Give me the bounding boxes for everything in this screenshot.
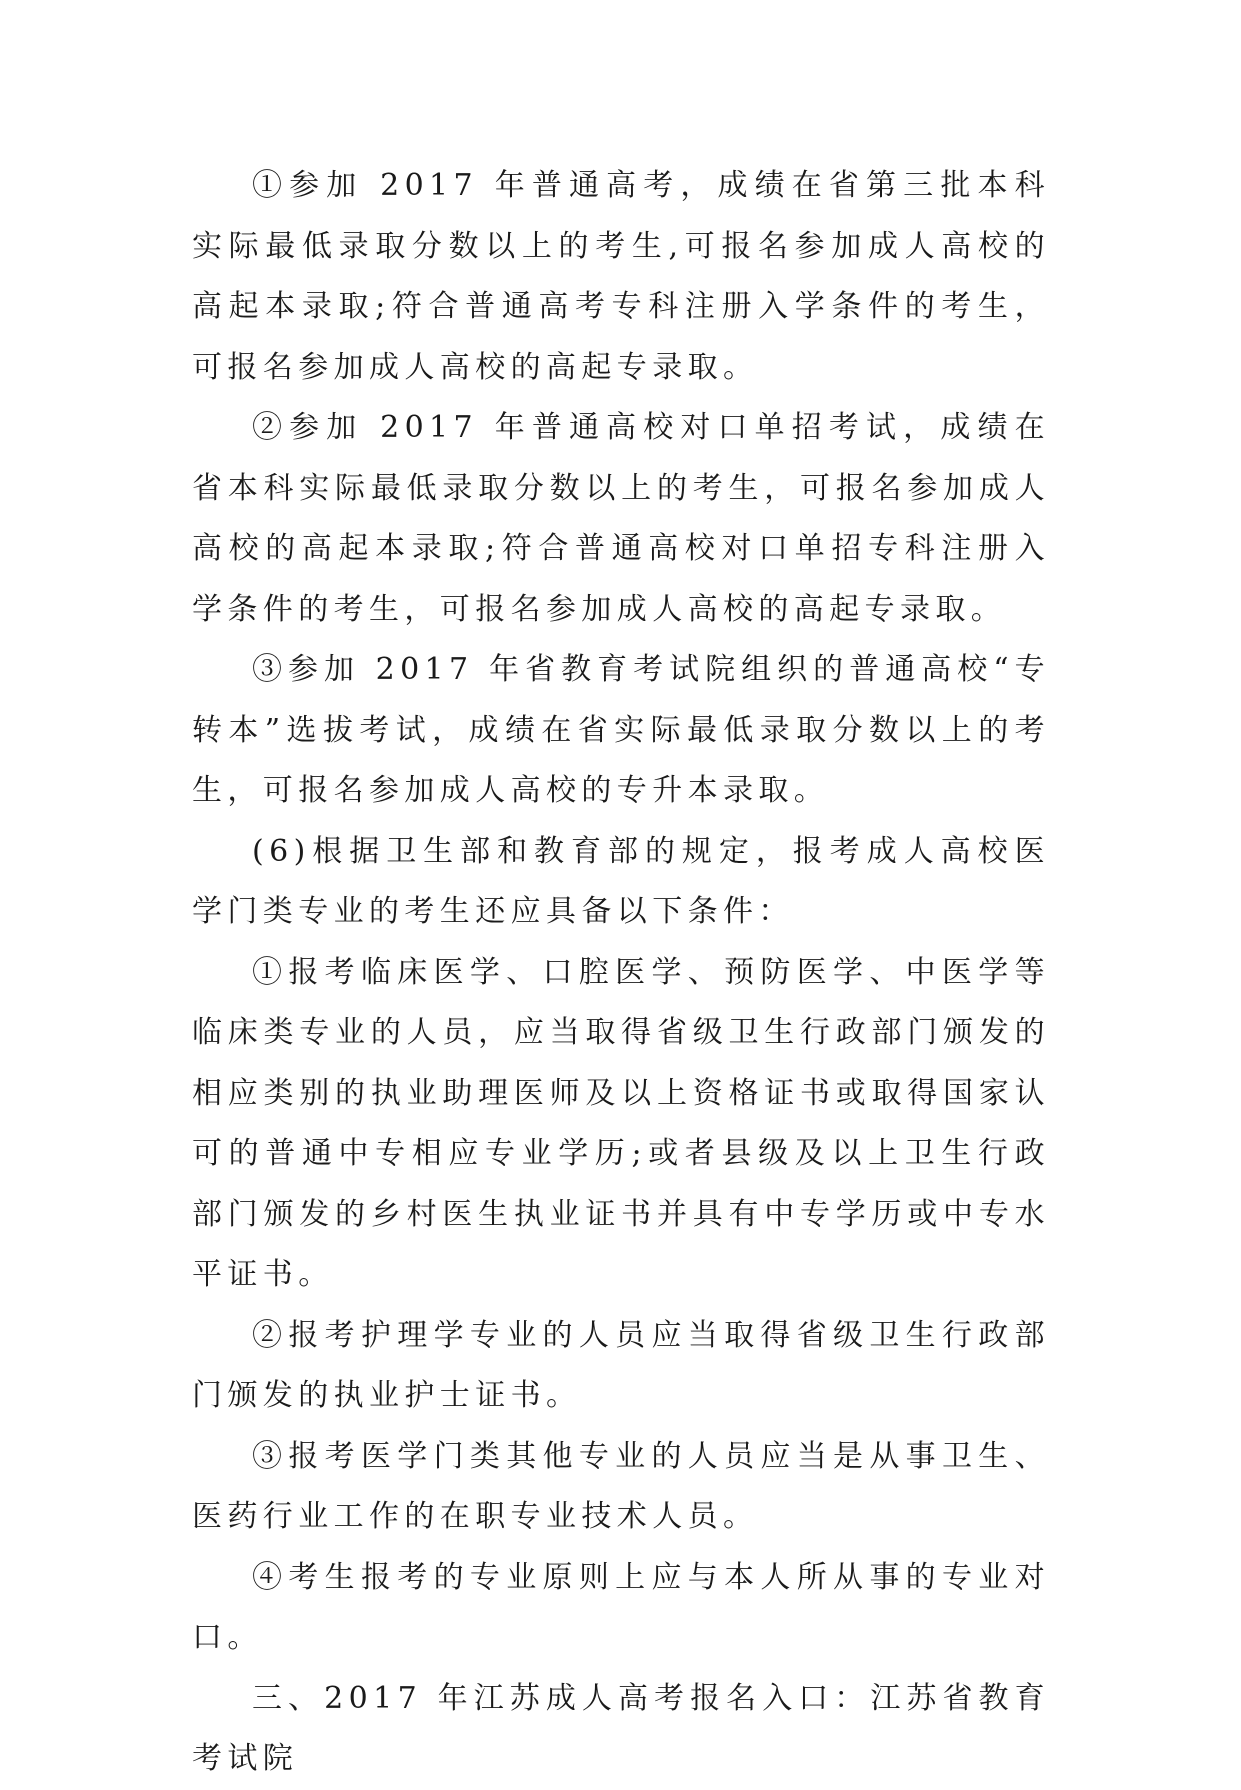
paragraph-nursing-major: ②报考护理学专业的人员应当取得省级卫生行政部门颁发的执业护士证书。 [192,1317,1050,1413]
paragraph-zhuanzhuanben: ③参加 2017 年省教育考试院组织的普通高校“专转本”选拔考试，成绩在省实际最低录取分数以上的考生，可报名参加成人高校的专升本录取。 [192,652,1050,808]
paragraph-other-medical-majors: ③报考医学门类其他专业的人员应当是从事卫生、医药行业工作的在职专业技术人员。 [192,1438,1050,1534]
paragraph-undergrad-gaokao: ①参加 2017 年普通高考，成绩在省第三批本科实际最低录取分数以上的考生,可报名参加成人高校的高起本录取;符合普通高考专科注册入学条件的考生，可报名参加成人高校的高起专录取。 [192,168,1050,385]
paragraph-clinical-majors: ①报考临床医学、口腔医学、预防医学、中医学等临床类专业的人员，应当取得省级卫生行政部门颁发的相应类别的执业助理医师及以上资格证书或取得国家认可的普通中专相应专业学历;或者县级及以上卫生行政部门颁发的乡村医生执业证书并具有中专学历或中专水平证书。 [192,954,1050,1292]
paragraph-medical-requirements: (6)根据卫生部和教育部的规定，报考成人高校医学门类专业的考生还应具备以下条件： [192,833,1050,929]
paragraph-registration-entry: 三、2017 年江苏成人高考报名入口：江苏省教育考试院 [192,1680,1050,1776]
paragraph-vocational-exam: ②参加 2017 年普通高校对口单招考试，成绩在省本科实际最低录取分数以上的考生，可报名参加成人高校的高起本录取;符合普通高校对口单招专科注册入学条件的考生，可报名参加成人高校的高起专录取。 [192,410,1050,627]
paragraph-major-alignment: ④考生报考的专业原则上应与本人所从事的专业对口。 [192,1559,1050,1655]
document-body [192,156,1050,1790]
